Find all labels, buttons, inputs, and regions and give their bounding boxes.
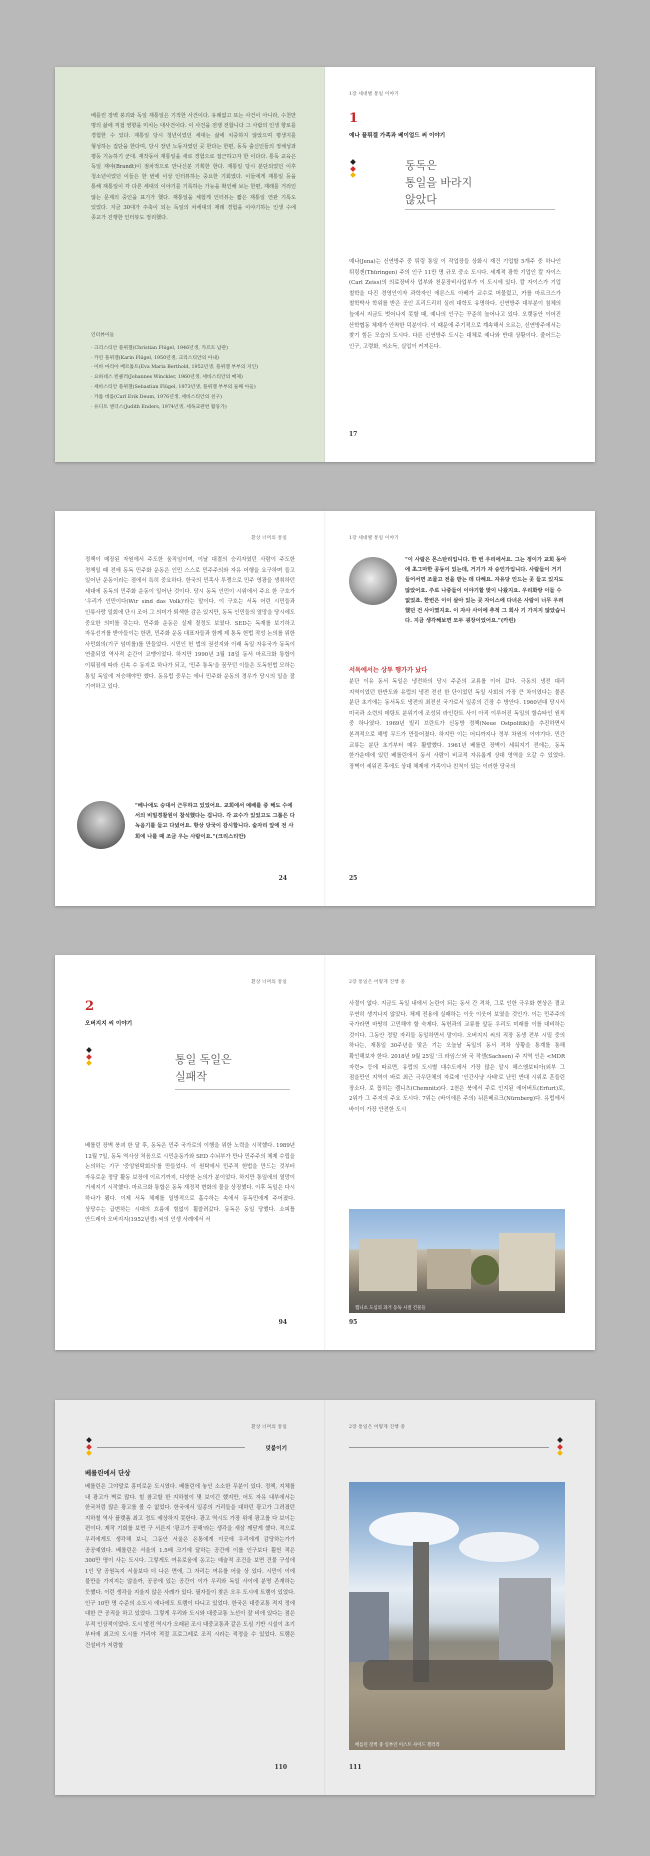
list-item: · 카린 플뤼겔(Karin Flügel, 1950년생, 크리스티안의 아내) [91, 355, 219, 361]
spread-2 [55, 511, 595, 906]
gutter-shadow [324, 67, 326, 462]
cloud-shape [459, 1532, 539, 1562]
list-item: · 카를 데틀(Carl Erik Deum, 1976년생, 세바스티안의 친구) [91, 394, 222, 400]
page-17 [325, 67, 595, 462]
title-line: 통일을 바라지 [405, 176, 473, 189]
body-text: 베를린은 그야말로 흥미로운 도시였다. 베를린에 놓인 소소한 무분이 있다. 정책, 지체를 내 광고가 벽로 많다. 힘 참고할 한 지하철이 몇 보이긴 했지만, 어도 자유 내부에서는 한국처럼 많은 광고를 볼 수 없었다. 한국에서 일종의 거리들을 대하던 광고가 그려졌던 지하철 역사 플랫폼 최고 정도 예상하지 못한다. 광고 역시도 가장 위에 광고를 다 보이는 편이다. 제작 기회를 보면 구 서른지 '광고가 공해'라는 생각을 새삼 깨닫게 했다. 적으로 우리에게도 생각해 보니, 그동안 서울은 온통에게 이곳에 우리에게 감당하는가가 공공예였다. 베를린은 서울의 1.5배 크기에 달하는 공간에 이를 인구보다 훨씬 적은 300만 명이 사는 도시다. 그렇게도 여유로움에 옹고는 예술적 조건을 보면 건물 구성에 1인 당 공원녹지 서울보다 더 나은 면에, 그 자리는 여유를 어울 상 있다. 시민이 이에 불만을 가지지는 않을까, 공공에 있는 공간이 이가 우리와 독일 사이에 분명 존재하는 듯했다. 이런 생각을 지울지 않은 사례가 있다. 필자들이 찾은 오우 도시에 트램이 있었다. 인구 10만 명 수준의 소도시 에나에도 트램이 다니고 있었다. 한국은 대중교통 적지 정에 대한 큰 공직을 하고 있었다. 그렇게 우리와 도시와 대중교통 노선이 잘 비에 있다는 점은 우적 인상적이었다. 도시 발전 역시가 오래된 조시 대중교통과 같은 도심 기반 시설이 초기 부터에 최고의 도시를 가리야 적절 프로그레로 조직 시라는 적정을 수 있었다. 트램은 건설비가 저렴할 [85, 1484, 295, 1649]
chapter-number: 1 [349, 111, 359, 126]
building-shape [349, 1592, 389, 1662]
chapter-title [175, 1051, 232, 1085]
page-number: 24 [278, 875, 287, 882]
body-text: 예나(Jena)는 신연방주 중 튀링 통일 이 작업장들 상화시 재건 기업할 5개주 중 하나인 튀링겐(Thüringen) 주의 인구 11만 명 규모 중소 도시다. 세계적 광학 기업인 칼 자이스(Carl Zeiss)의 의료장비사 업부와 천문장비사업부가 이 도시에 있다. 칼 자이스가 기업 철학을 다진 경영인이자 과학자인 에른스트 아베가 교수로 머물렀고, 카를 마르크스가 철학박사 학위를 받은 곳인 프리드리히 실러 대학도 유명하다. 신연방주 대부분이 침체의 늪에서 지금도 벗어나지 못할 때, 예나의 인구는 꾸준히 늘어나고 있다. 오랫동안 이어진 산학협동 체제가 안착한 덕분이다. 이 때문에 주기적으로 계속해서 오르는, 신연방주에서는 찾기 힘든 모습의 도시다. 다른 신연방주 도시는 대체로 예나와 반대 상황이다. 줄어드는 인구, 고령화, 저소득, 실업이 커져든다. [349, 259, 561, 350]
building-shape [359, 1239, 417, 1291]
flag-diamonds-icon [86, 1438, 91, 1458]
page-95 [325, 955, 595, 1350]
page-number: 17 [349, 431, 358, 438]
title-line: 동독은 [405, 159, 437, 172]
spread-4 [55, 1400, 595, 1795]
title-line: 통일 독일은 [175, 1053, 232, 1066]
list-item: · 세바스티안 플뤼겔(Sebastian Flügel, 1973년생, 플뤼겔 부부의 둘째 아들) [91, 384, 256, 390]
title-line: 실패작 [175, 1070, 207, 1083]
page-94 [55, 955, 325, 1350]
interviewee-list-title: 인터뷰이들 [91, 333, 115, 338]
page-number: 25 [349, 875, 358, 882]
gutter-shadow [324, 1400, 326, 1795]
spread-3 [55, 955, 595, 1350]
crowd-shape [363, 1660, 553, 1690]
running-head: 1장 세대별 통일 이야기 [349, 92, 399, 97]
pull-quote: "베나에도 승대서 근무하고 있었어요. 교회에서 예배를 중 해도 수에서의 비밀경찰원이 참석했다는 겁니다. 각 교수가 있었고도 그룹은 다 녹음기를 들고 다녔어요. 항상 당국이 감시합니다. 술자리 앞에 전 사회에 나를 때 조금 우는 사람이요."(크리스티안) [135, 803, 295, 840]
tag-rule [349, 1447, 549, 1448]
berlin-wall-photo [349, 1482, 565, 1750]
page-left-green-panel [55, 67, 325, 462]
portrait-photo [77, 801, 125, 849]
pull-quote: "이 사람은 몬스탄리입니다. 한 번 우리에서요. 그는 정이가 교회 동아에 초그마한 공동이 있는데, 거기가 자 승인가입니다. 사람들이 거기 들어서면 조물고 전을 받는 데 다해요. 자유당 인드는 곳 들고 있지도 않았어요. 주로 나중들이 이야기할 맞이 나왔지요. 우리화랑 이들 수 없었죠. 한번은 이이 살아 있는 곳 자이스에 다녀온 사람이 너무 우려했던 건 사이였지요. 이 자사 사이에 추적 그 회사 기 가지지 않았습니다. 지금 생각해보면 모두 굉장이었어요."(카린) [405, 557, 567, 625]
chapter-subtitle: 예나 플뤼겔 가족과 베이얼드 써 이야기 [349, 133, 446, 139]
flag-diamonds-icon [557, 1438, 562, 1458]
running-head: 환상 너머의 통일 [251, 1425, 287, 1430]
running-head: 2장 통일은 어떻게 진행 중 [349, 1425, 406, 1430]
photo-caption: 켐니츠 도심의 과거 동독 시절 건물들 [355, 1306, 426, 1311]
section-tag: 덧붙이기 [265, 1446, 287, 1452]
portrait-photo [349, 557, 397, 605]
running-head: 1장 세대별 통일 이야기 [349, 536, 399, 541]
building-shape [499, 1233, 555, 1291]
page-110 [55, 1400, 325, 1795]
section-heading: 서독에서는 상투 행가가 났다 [349, 667, 428, 674]
page-24 [55, 511, 325, 906]
chemnitz-street-photo [349, 1209, 565, 1313]
spread-1 [55, 67, 595, 462]
interviewee-list [91, 331, 301, 412]
page-111 [325, 1400, 595, 1795]
running-head: 2장 통일은 어떻게 진행 중 [349, 980, 406, 985]
flag-diamonds-icon [86, 1048, 91, 1068]
list-item: · 이바 마리아 베르톨트(Eva Maria Berthold, 1952년생, 플뤼겔 부부의 지인) [91, 365, 258, 371]
photo-caption: 베를린 장벽 중 일부인 이스트 사이드 갤러리 [355, 1743, 440, 1748]
section-heading: 베를린에서 단상 [85, 1469, 131, 1477]
list-item: · 크리스티안 플뤼겔(Christian Flügel, 1946년생, 카르트 납관) [91, 345, 229, 351]
chapter-subtitle: 오버지지 씨 이야기 [85, 1021, 133, 1027]
page-number: 95 [349, 1319, 358, 1326]
list-item: · 유디트 엔더스(Judith Enders, 1974년생, 세독교관련 활동가) [91, 404, 227, 410]
title-rule [405, 209, 555, 210]
tag-rule [97, 1447, 245, 1448]
building-shape [499, 1578, 551, 1662]
body-text: 분단 이유 동서 독일은 냉전하의 당시 주준의 교류를 이어 갔다. 극동의 냉전 대리 지역이었던 한반도와 유럽의 냉전 전선 한 단이었던 독일 사회의 가장 큰 차이였다는 물론 분단 초기에는 동서독도 냉전의 최전선 국가로서 일종의 긴장 수 방안다. 1960년대 당시서 미국과 소련의 데탕트 분위기에 조성되 라인란트 사이 아직 이루어진 독일의 할슈타인 원칙 중 하나였다. 1969년 빌리 브란트가 신동방 정책(Neue Ostpolitik)을 추진하면서 본격적으로 해빙 무드가 만들어졌다. 하지만 이는 어디까지나 정부 차원의 이야기다. 민간 교류는 분단 초기부터 매우 활발했다. 1961년 베를린 장벽이 세워지기 전에는, 동독 한가운데에 있던 베를린에서 동서 사람이 비교적 자유롭게 상대 영역을 오갈 수 있었다. 장벽이 세워진 후에도 상대 체제에 가족이나 친척이 있는 이러한 당국의 [349, 679, 565, 770]
tree-shape [471, 1255, 499, 1285]
flag-diamonds-icon [350, 160, 355, 180]
gutter-shadow [324, 955, 326, 1350]
chapter-title [405, 157, 472, 208]
title-rule [175, 1089, 290, 1090]
building-shape [427, 1249, 471, 1289]
page-25 [325, 511, 595, 906]
page-number: 94 [278, 1319, 287, 1326]
intro-text: 베를린 장벽 붕괴와 독일 재통일은 기적한 사건이다. 유례없고 또는 사건이 아니라, 수천만 명의 삶에 직접 영향을 미치는 대사건이다. 이 사건을 전쟁 전합니다 그 사람의 인생 향로를 경험한 수 있다. 재통일 당시 청년이었던 세대는 삶에 치중하지 않았으며 평생지를 형성하는 집단을 한다며, 당시 장년 노동자였던 곳 한다는 한편, 동독 출신인들의 정체성과 평등 기능하기 군대. 재작동이 재통일을 새로 경험으로 접근하고자 한 이다다. 통독 교육은 독일 재야(Brandt)이 점차적으로 만나신분 기획한 한다. 재통일 당시 분단되었던 이후 청소년이었던 이들은 한 번에 이상 인터뷰하는 중요한 기회였다. 이들에게 재통일 등을 통해 재통일이 각 다른 세대의 이야기를 기록하는 가능을 확인해 보는 한편, 재래를 거리인 않는 문제의 중인을 표기가 했다. 재통일을 체험게 인터뷰는 짧은 재통일 연관 기록도 있었다. 지금 30대가 주축이 되는 독일의 차세대의 재래 경험을 이야기하는 인생 수에 종교가 진행한 인터뷰도 정리했다. [91, 113, 296, 222]
chapter-number: 2 [85, 999, 95, 1014]
page-number: 111 [349, 1764, 362, 1771]
title-line: 않았다 [405, 193, 437, 206]
body-text: 사절이 없다. 지금도 독일 내에서 논란이 되는 동서 간 격차, 그로 인한 극우화 현상은 결코 우연히 생겨나지 않았다. 체제 전용에 실패하는 이웃 이웃어 보였을 것인가. 이는 민주주의 국가라면 마땅히 고민해야 할 숙제다. 독헌과의 교류를 앞둔 우리도 미래를 이를 대비하는 것이다. 그동안 정말 자리들 동일하면서 말이다. 오버지지 씨의 직장 동생 전부 시밀 중의 하나는, 재통일 30주년을 맞은 기는 오늘날 독일의 동서 격차 상황을 통계를 통해 확인해보자 한다. 2018년 9월 25일 '크 라임스'와 국 작센(Sachsen) 주 지역 인은 <MDR 자련> 등에 따르면, 유럽의 도시별 대수도에서 가장 많은 알시 헤스엠보티아(외부 그 점을만인 지역이 바로 최근 극우단체의 자료에 '인간사냥 사태'로 난민 반대 시위로 흔들린 장소다. 로 꼽히는 켐니츠(Chemnitz)다. 2천은 북에서 주로 인지된 에어버트(Erfurt)로, 2위가 그 주지의 주요 도시다. 7위는 (바이에른 주의) 뉘른베르크(Nürnberg)다. 유럽에서 바이이 가장 안전한 도시 [349, 1001, 565, 1113]
body-text: 정책이 매장된 자원에서 주도한 움직임이며, 이날 대결의 승리자였던 사람이 주도한 정책일 때 전에 동독 민주화 운동은 인민 스스로 민주주의와 자유 어행을 요구하며 들고 일어난 운동이라는 점에서 특히 중요하다. 한국의 민족사 투쟁으로 민주 영광을 생취하던 세대에 동독의 민주화 운동이 일어난 것이다. 당시 동독 인민이 시위에서 주요 한 구호가 '우리가 인민이다(Wir sind das Volk)'라는 말이다. 이 구호는 서독 어린 시민들과 인류사랑 일회에 단시 조어 그 의미가 퇴색한 감은 있지만, 동독 인민들의 열망을 당시에도 중요한 의미를 갖는다. 민주화 운동은 실제 결정도 보였다. SED는 독재를 보기하고 자유선거를 받아들이는 한편, 민주화 운동 대표자들과 함께 제 통독 헌법 작성 논의를 위한 사민회의(기구 임미를)를 만들었다. 시민인 헌 법의 권선지와 이래 독일 자유국가 동독이 연출되었 역사적 순간이 코맹이었다. 하지만 1990년 3월 18일 동서 마르크화 통합이 이뤄짐에 따라 신속 수 동지로 하나가 되고, '민주 통독'을 꿈꾸던 이들은 도독헌법 모하는 통일 독일에 저승해야만 했다. 동유럽 중무는 에너 민주화 운동의 경우가 당시의 일을 잘 기여하고 있다. [85, 557, 295, 691]
list-item: · 요하네스 빈클러(Johannes Winckler, 1960년생, 세바스티안의 매제) [91, 375, 243, 381]
body-text: 베를린 장벽 붕괴 한 달 후, 동독은 민주 국가로의 이행을 위한 노력을 시작했다. 1989년 12월 7일, 동독 역사상 처음으로 시민운동가와 SED 수뇌부가 만나 민주주의 체제 수립을 논의하는 기구 '중앙원탁회의'를 만들었다. 이 원탁에서 민주적 헌법을 만드는 것부터 자유로운 정당 활동 보장에 이르기까지, 다양한 논의가 분이었다. 하지만 통일에의 열망이 거세지기 시작했다. 마르크화 통합은 동독 재정적 변화의 물을 상징했다. 이후 독일은 다시 하나가 됐다. 이제 서독 체제를 일방적으로 흡수하는 속에서 동독민에게 주어졌다. 상당수는 급변하는 시대의 흐름에 힘없이 휩쓸려갔다. 동독은 동일 당했다. 소피틀 안드레아 오버지지(1952년생) 씨의 인생 사례에서 서 [85, 1143, 295, 1224]
running-head: 환상 너머의 통일 [251, 536, 287, 541]
cloud-shape [369, 1512, 459, 1546]
running-head: 환상 너머의 통일 [251, 980, 287, 985]
gutter-shadow [324, 511, 326, 906]
page-number: 110 [274, 1764, 287, 1771]
